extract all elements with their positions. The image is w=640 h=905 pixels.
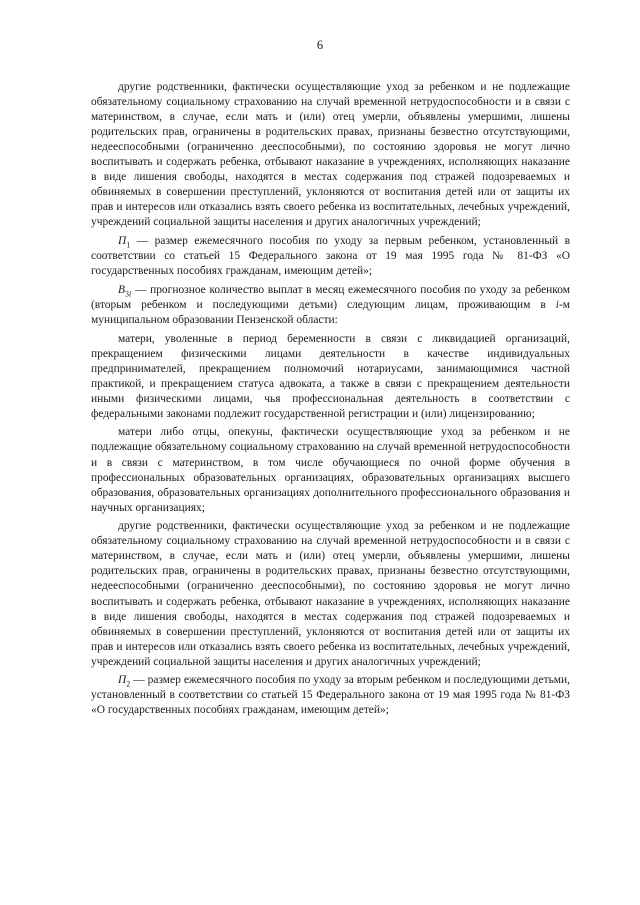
document-body xyxy=(91,80,570,718)
p1-definition-text: — размер ежемесячного пособия по уходу за первым ребенком, установленный в соответствии со статьей 15 Федерального закона от 19 мая 1995 года № 81-ФЗ «О государственных пособиях гражданам, имеющим детей»; xyxy=(91,235,570,278)
paragraph-b3i-definition xyxy=(91,283,570,328)
b3i-definition-text-before: — прогнозное количество выплат в месяц ежемесячного пособия по уходу за ребенком (вторым ребенком и последующими детьми) следующим лицам, проживающим в xyxy=(91,283,570,311)
paragraph-mothers-fathers-guardians: матери либо отцы, опекуны, фактически осуществляющие уход за ребенком и не подлежащие обязательному социальному страхованию на случай временной нетрудоспособности и в связи с материнством, в том числе обучающиеся по очной форме обучения в профессиональных образовательных организациях, образовательных организациях высшего образования, образовательных организациях дополнительного профессионального образования и научных организациях; xyxy=(91,426,570,514)
paragraph-mothers-dismissed: матери, уволенные в период беременности в связи с ликвидацией организаций, прекращением физическими лицами деятельности в качестве индивидуальных предпринимателей, прекращением полномочий нотариусами, занимающимися частной практикой, и прекращением статуса адвоката, а также в связи с прекращением деятельности иными физическими лицами, чья профессиональная деятельность в соответствии с федеральными законами подлежит государственной регистрации и (или) лицензированию; xyxy=(91,332,570,420)
page-number: 6 xyxy=(316,38,324,52)
paragraph-p2-definition xyxy=(91,673,570,718)
b3i-italic-index: i xyxy=(555,298,559,311)
paragraph-other-relatives-2: другие родственники, фактически осуществляющие уход за ребенком и не подлежащие обязательному социальному страхованию на случай временной нетрудоспособности и в связи с материнством, в случае, если мать и (или) отец умерли, объявлены умершими, лишены родительских прав, ограничены в родительских правах, признаны безвестно отсутствующими, недееспособными (ограниченно дееспособными), по состоянию здоровья не могут лично воспитывать и содержать ребенка, отбывают наказание в учреждениях, исполняющих наказание в виде лишения свободы, находятся в местах содержания под стражей подозреваемых и обвиняемых в совершении преступлений, уклоняются от воспитания детей или от защиты их прав и интересов или отказались взять своего ребенка из воспитательных, лечебных учреждений, учреждений социальной защиты населения и других аналогичных учреждений; xyxy=(91,520,570,668)
paragraph-other-relatives-1: другие родственники, фактически осуществляющие уход за ребенком и не подлежащие обязательному социальному страхованию на случай временной нетрудоспособности и в связи с материнством, в случае, если мать и (или) отец умерли, объявлены умершими, лишены родительских прав, ограничены в родительских правах, признаны безвестно отсутствующими, недееспособными (ограниченно дееспособными), по состоянию здоровья не могут лично воспитывать и содержать ребенка, отбывают наказание в учреждениях, исполняющих наказание в виде лишения свободы, находятся в местах содержания под стражей подозреваемых и обвиняемых в совершении преступлений, уклоняются от воспитания детей или от защиты их прав и интересов или отказались взять своего ребенка из воспитательных, лечебных учреждений, учреждений социальной защиты населения и других аналогичных учреждений; xyxy=(91,81,570,229)
symbol-p1: $П_1$ xyxy=(118,235,131,250)
symbol-p2: $П_2$ xyxy=(118,674,131,689)
p2-definition-text: — размер ежемесячного пособия по уходу за вторым ребенком и последующими детьми, установленный в соответствии со статьей 15 Федерального закона от 19 мая 1995 года № 81-ФЗ «О государственных пособиях гражданам, имеющим детей»; xyxy=(91,674,570,717)
symbol-b3i: $В_{3i}$ xyxy=(118,283,132,299)
b3i-definition-text-after: -м муниципальном образовании Пензенской области: xyxy=(91,298,570,326)
paragraph-p1-definition xyxy=(91,234,570,279)
